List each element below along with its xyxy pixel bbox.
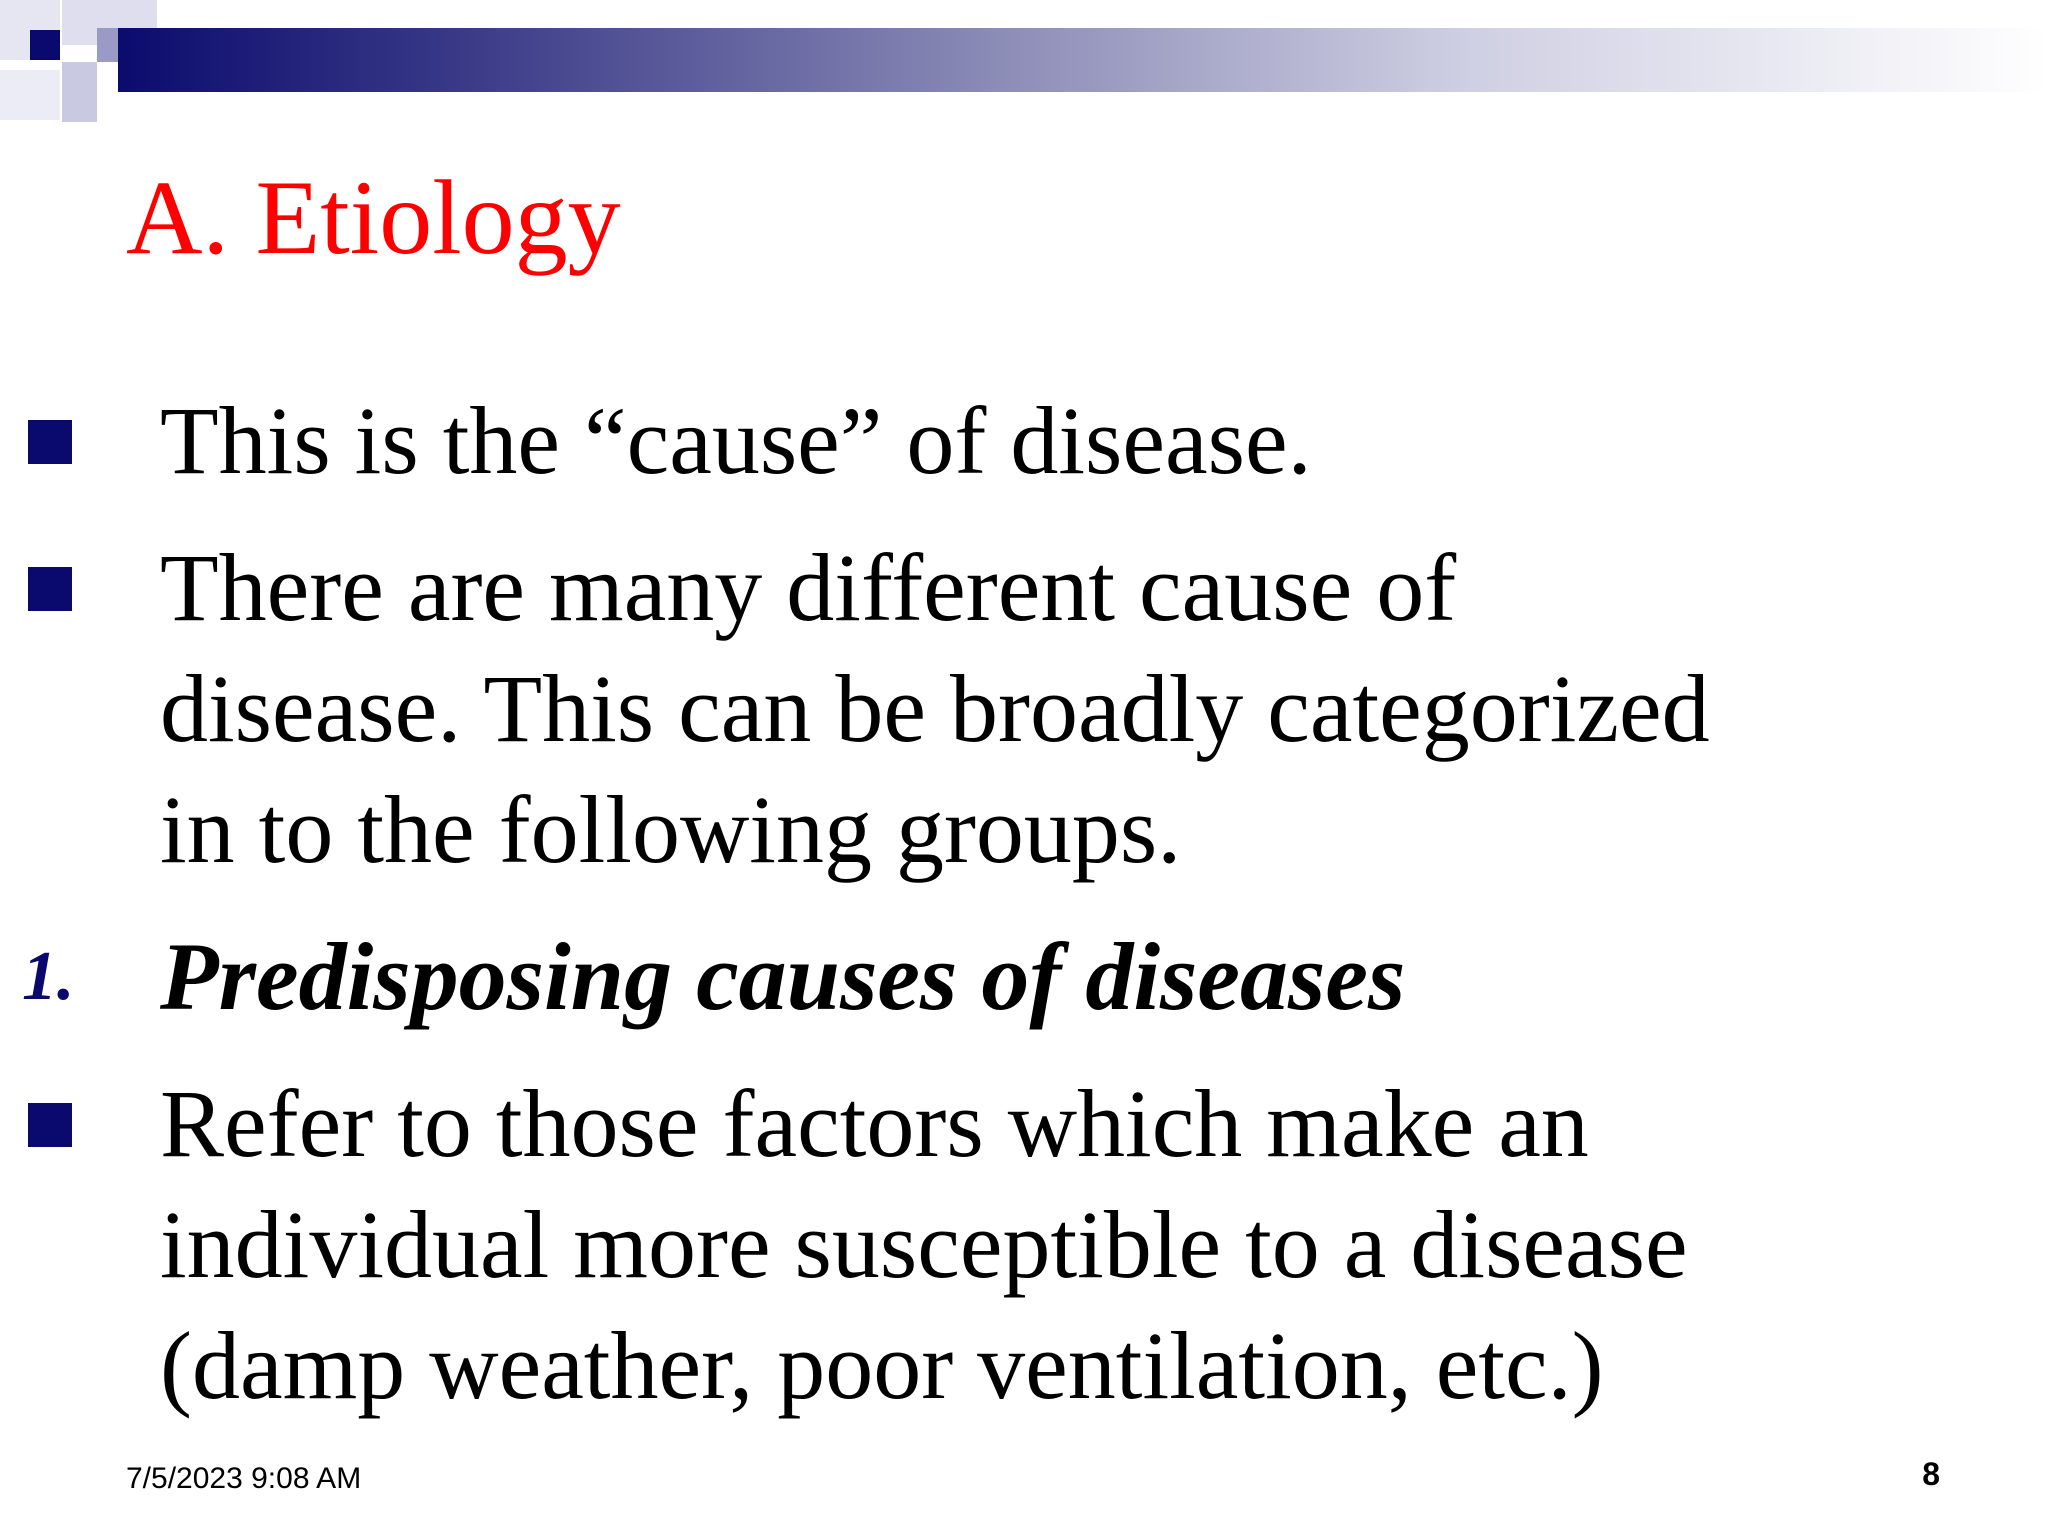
page-number: 8 bbox=[1922, 1456, 1940, 1492]
square-bullet-icon bbox=[28, 567, 72, 611]
bullet-text: This is the “cause” of disease. bbox=[160, 387, 1312, 494]
header-gradient-bar bbox=[118, 28, 2048, 92]
list-number: 1. bbox=[22, 938, 75, 1015]
bullet-text: in to the following groups. bbox=[160, 776, 1182, 883]
bullet-text: disease. This can be broadly categorized bbox=[160, 655, 1710, 762]
bullet-item bbox=[0, 380, 2048, 501]
square-bullet-icon bbox=[28, 420, 72, 464]
bullet-text: individual more susceptible to a disease bbox=[160, 1191, 1688, 1298]
square-bullet-icon bbox=[28, 1103, 72, 1147]
slide-title: A. Etiology bbox=[126, 159, 621, 276]
bullet-item bbox=[0, 527, 2048, 890]
numbered-heading-text: Predisposing causes of diseases bbox=[160, 923, 1406, 1030]
bullet-text: (damp weather, poor ventilation, etc.) bbox=[160, 1312, 1604, 1419]
bullet-item bbox=[0, 1063, 2048, 1426]
decorative-square bbox=[62, 62, 97, 122]
slide-content bbox=[0, 380, 2048, 1452]
decorative-square bbox=[0, 70, 60, 120]
bullet-text: There are many different cause of bbox=[160, 534, 1457, 641]
bullet-text: Refer to those factors which make an bbox=[160, 1070, 1589, 1177]
footer-date: 7/5/2023 9:08 AM bbox=[126, 1462, 362, 1495]
decorative-square bbox=[30, 30, 60, 60]
numbered-heading-item bbox=[0, 916, 2048, 1037]
